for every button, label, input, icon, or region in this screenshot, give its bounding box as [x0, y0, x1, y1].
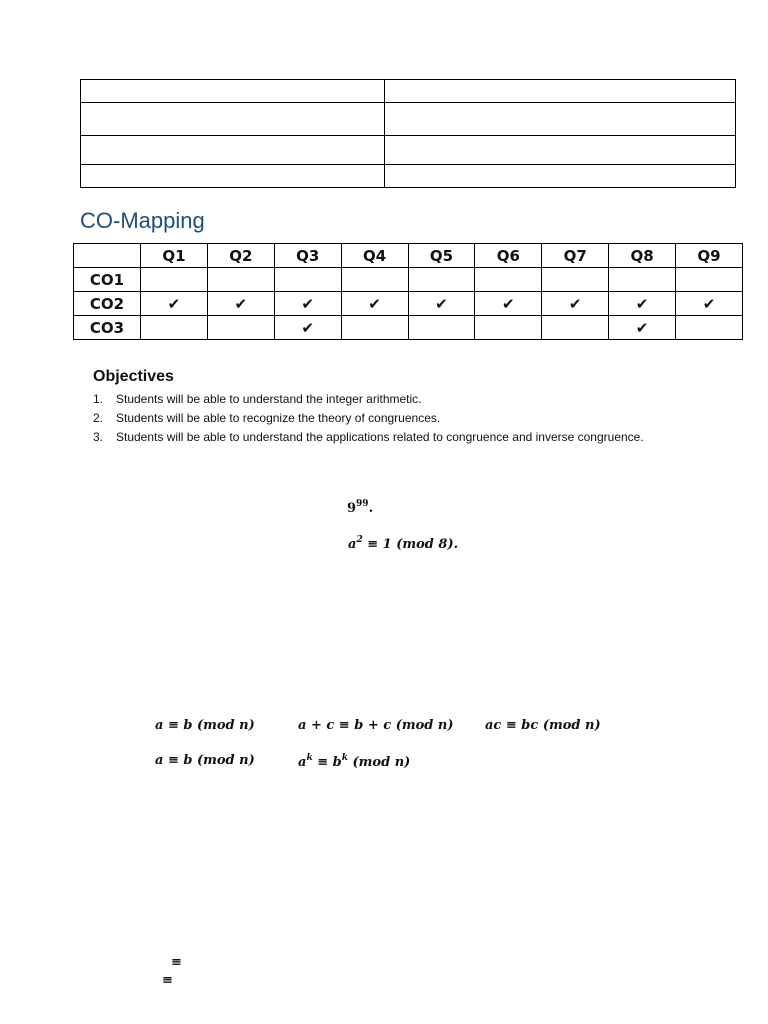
power-expression	[347, 499, 373, 516]
sq-base: a	[348, 537, 357, 552]
table-cell	[385, 103, 736, 136]
objectives-heading: Objectives	[93, 368, 174, 385]
objectives-list	[93, 392, 644, 449]
table-row	[74, 292, 743, 316]
check-icon: ✔	[408, 292, 475, 316]
column-header: Q4	[341, 244, 408, 268]
check-icon	[207, 268, 274, 292]
table-cell	[81, 136, 385, 165]
check-icon	[341, 268, 408, 292]
check-icon: ✔	[341, 292, 408, 316]
table-cell	[81, 165, 385, 188]
list-number: 3.	[93, 430, 104, 444]
power-base: 9	[347, 501, 357, 516]
row-label: CO2	[74, 292, 141, 316]
column-header: Q5	[408, 244, 475, 268]
check-icon	[609, 268, 676, 292]
table-cell	[385, 165, 736, 188]
square-congruence	[348, 535, 458, 552]
check-icon	[408, 316, 475, 340]
pow-k1: k	[306, 753, 313, 763]
table-cell	[385, 136, 736, 165]
column-header: Q8	[609, 244, 676, 268]
check-icon: ✔	[475, 292, 542, 316]
list-item	[93, 411, 644, 430]
check-icon: ✔	[609, 292, 676, 316]
equiv-symbol: ≡	[162, 973, 173, 988]
check-icon: ✔	[542, 292, 609, 316]
corner-cell	[74, 244, 141, 268]
list-item	[93, 392, 644, 411]
header-table	[80, 79, 736, 188]
congruence-4: a ≡ b (mod n)	[155, 753, 255, 768]
list-number: 1.	[93, 392, 104, 406]
list-item	[93, 430, 644, 449]
table-row	[74, 316, 743, 340]
pow-mid: ≡ b	[312, 755, 342, 770]
congruence-3: ac ≡ bc (mod n)	[485, 718, 601, 733]
header-row	[74, 244, 743, 268]
power-tail: .	[368, 501, 374, 516]
check-icon	[207, 316, 274, 340]
check-icon	[141, 316, 208, 340]
equiv-symbol: ≡	[171, 955, 182, 970]
check-icon	[542, 268, 609, 292]
column-header: Q9	[676, 244, 743, 268]
objective-text: Students will be able to recognize the theory of congruences.	[116, 411, 441, 425]
column-header: Q6	[475, 244, 542, 268]
table-row	[74, 268, 743, 292]
column-header: Q3	[274, 244, 341, 268]
sq-rest: ≡ 1 (mod 8).	[362, 537, 459, 552]
check-icon	[141, 268, 208, 292]
check-icon	[341, 316, 408, 340]
check-icon	[274, 268, 341, 292]
column-header: Q1	[141, 244, 208, 268]
congruence-2: a + c ≡ b + c (mod n)	[298, 718, 454, 733]
power-exponent: 99	[356, 499, 369, 509]
check-icon: ✔	[274, 292, 341, 316]
check-icon: ✔	[609, 316, 676, 340]
pow-k2: k	[341, 753, 348, 763]
check-icon: ✔	[207, 292, 274, 316]
check-icon	[676, 268, 743, 292]
check-icon: ✔	[141, 292, 208, 316]
column-header: Q7	[542, 244, 609, 268]
power-congruence	[298, 753, 410, 770]
list-number: 2.	[93, 411, 104, 425]
table-cell	[385, 80, 736, 103]
check-icon: ✔	[676, 292, 743, 316]
co-mapping-heading: CO-Mapping	[80, 208, 205, 233]
pow-a: a	[298, 755, 307, 770]
column-header: Q2	[207, 244, 274, 268]
table-cell	[81, 103, 385, 136]
row-label: CO3	[74, 316, 141, 340]
row-label: CO1	[74, 268, 141, 292]
co-mapping-table	[73, 243, 743, 340]
check-icon	[676, 316, 743, 340]
check-icon	[408, 268, 475, 292]
check-icon: ✔	[274, 316, 341, 340]
check-icon	[475, 268, 542, 292]
objective-text: Students will be able to understand the applications related to congruence and inverse congruence.	[116, 430, 644, 444]
table-cell	[81, 80, 385, 103]
objective-text: Students will be able to understand the integer arithmetic.	[116, 392, 422, 406]
check-icon	[475, 316, 542, 340]
sq-exponent: 2	[356, 535, 363, 545]
pow-tail: (mod n)	[347, 755, 411, 770]
check-icon	[542, 316, 609, 340]
congruence-1: a ≡ b (mod n)	[155, 718, 255, 733]
